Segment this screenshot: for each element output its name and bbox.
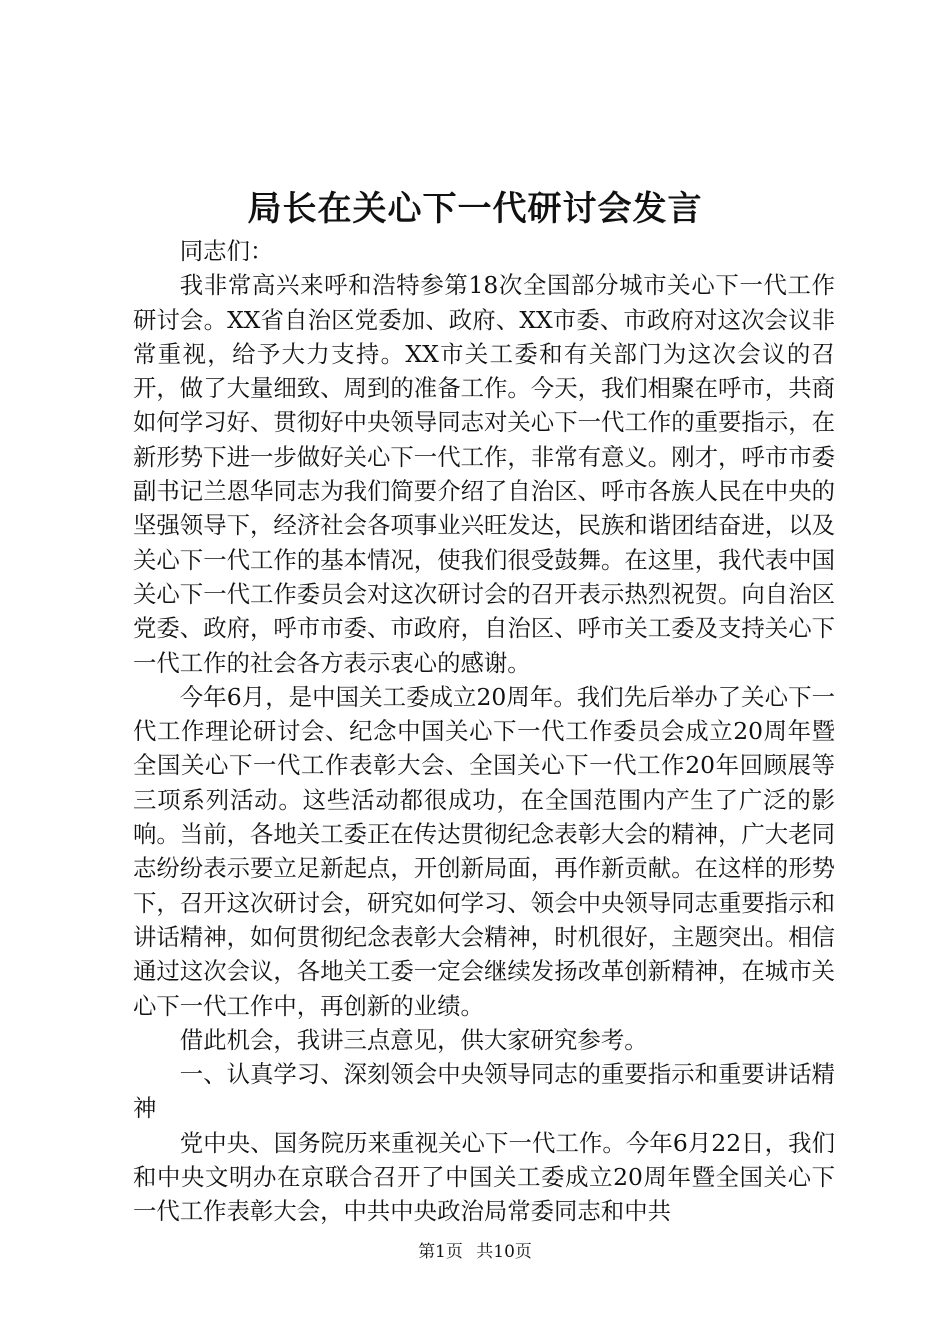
paragraph: 我非常高兴来呼和浩特参第18次全国部分城市关心下一代工作研讨会。XX省自治区党委加、政府、XX市委、市政府对这次会议非常重视，给予大力支持。XX市关工委和有关部门为这次会议的召开，做了大量细致、周到的准备工作。今天，我们相聚在呼市，共商如何学习好、贯彻好中央领导同志对关心下一代工作的重要指示，在新形势下进一步做好关心下一代工作，非常有意义。刚才，呼市市委副书记兰恩华同志为我们简要介绍了自治区、呼市各族人民在中央的坚强领导下，经济社会各项事业兴旺发达，民族和谐团结奋进，以及关心下一代工作的基本情况，使我们很受鼓舞。在这里，我代表中国关心下一代工作委员会对这次研讨会的召开表示热烈祝贺。向自治区党委、政府，呼市市委、市政府，自治区、呼市关工委及支持关心下一代工作的社会各方表示衷心的感谢。 (133, 271, 835, 677)
paragraph: 党中央、国务院历来重视关心下一代工作。今年6月22日，我们和中央文明办在京联合召开了中国关工委成立20周年暨全国关心下一代工作表彰大会，中共中央政治局常委同志和中共 (133, 1128, 835, 1226)
page-footer (0, 1240, 950, 1264)
document-body (133, 234, 835, 1229)
paragraph: 借此机会，我讲三点意见，供大家研究参考。 (179, 1025, 648, 1054)
salutation: 同志们： (179, 237, 274, 265)
document-title: 局长在关心下一代研讨会发言 (247, 189, 703, 229)
page-number: 第1页 (418, 1242, 463, 1262)
page-total: 共10页 (476, 1242, 532, 1262)
paragraph: 今年6月，是中国关工委成立20周年。我们先后举办了关心下一代工作理论研讨会、纪念中国关心下一代工作委员会成立20周年暨全国关心下一代工作表彰大会、全国关心下一代工作20年回顾展等三项系列活动。这些活动都很成功，在全国范围内产生了广泛的影响。当前，各地关工委正在传达贯彻纪念表彰大会的精神，广大老同志纷纷表示要立足新起点，开创新局面，再作新贡献。在这样的形势下，召开这次研讨会，研究如何学习、领会中央领导同志重要指示和讲话精神，如何贯彻纪念表彰大会精神，时机很好，主题突出。相信通过这次会议，各地关工委一定会继续发扬改革创新精神，在城市关心下一代工作中，再创新的业绩。 (133, 682, 835, 1020)
section-heading: 一、认真学习、深刻领会中央领导同志的重要指示和重要讲话精神 (133, 1060, 835, 1123)
